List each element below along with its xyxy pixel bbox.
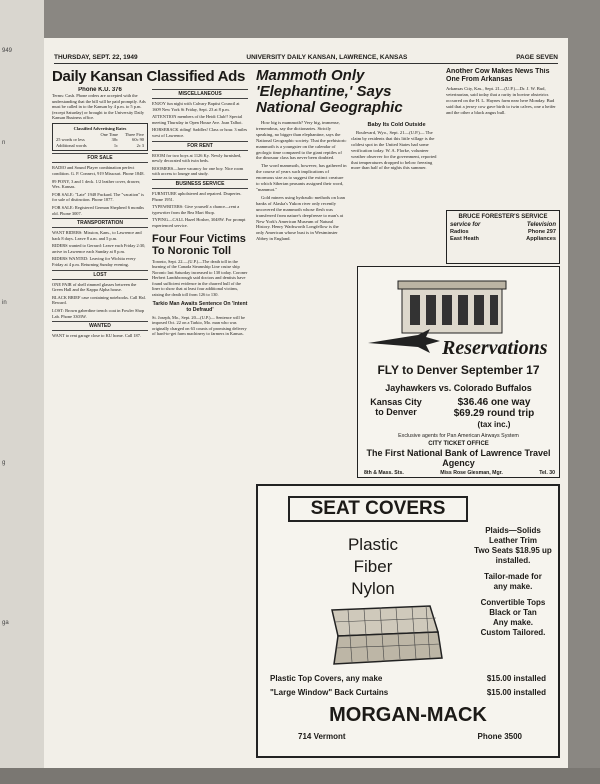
price-one-way: $36.46 one way (457, 397, 531, 408)
company-phone: Phone 3500 (477, 732, 522, 741)
rates-cell: 2c 3 (136, 142, 144, 148)
header-page: PAGE SEVEN (516, 54, 558, 61)
bruce-radios: Radios (450, 229, 469, 235)
another-cow-body: Arkansas City, Kas., Sept. 21—(U.P.)—Dr. J. W. Bud, veterinarian, said today that a rarity in bovine obstetrics occurred on the H. L. Haynes farm near here Monday. Bud said that a jersey cow gave birth to twin calves, one a heifer and the other a black angus bull. (446, 86, 556, 115)
company-address: 714 Vermont (298, 732, 346, 741)
gutter-text: n (2, 140, 6, 146)
ad-item: ROOM for two boys at 1126 Ky. Newly furnished, newly decorated with twin beds. (152, 152, 242, 164)
for-rent-list (152, 153, 248, 177)
gutter-text: in (2, 300, 7, 306)
price-round-trip: $69.29 round trip (453, 408, 535, 419)
rates-cell: 30c (111, 137, 118, 143)
tarkio-body: St. Joseph, Mo., Sept. 20—(U.P.)— Sentence will be imposed Oct. 22 on a Tarkio, Mo. man who was originally charged on 63 counts of promising delivery of hard-to-get farm machinery to farmers in Kansas. (152, 314, 247, 337)
ad-item: FURNITURE upholstered and repaired. Draperies. Phone 1951. (152, 190, 242, 202)
reservations-footer (364, 470, 555, 476)
feature-item: Two Seats $18.95 up (474, 546, 552, 555)
route-from-to: Kansas City to Denver (370, 397, 422, 417)
ad-item: HORSEBACK riding! Saddles! Class or hour. 3 miles west of Lawrence. (152, 127, 248, 138)
classifieds-col-right (152, 87, 248, 341)
classifieds-intro: Terms: Cash. Phone orders are accepted with the understanding that the bill will be paid promptly. Ads must be called in to the Kansan by 4 p.m. to 5 p.m. (except Saturday) or brought to the University Daily Kansan Business office. (52, 93, 146, 121)
ad-item: FOR SALE: "Late" 1948 Packard. The "vacation" is for sale of distinction. Phone 1877. (52, 191, 144, 203)
mammoth-headline: Mammoth Only 'Elephantine,' Says National Geographic (256, 68, 403, 116)
ad-item: ONE PAIR of shell rimmed glasses between the Green Hall and the Kappa Alpha house. (52, 281, 137, 293)
mammoth-body-a: How big is mammoth? Very big, immense, tremendous, say the dictionaries. Strictly speaking, no bigger than elephantine, says the National Geographic society. That the prehistoric mammoth is a youngster on the calendar of geologic time compared to the giant reptiles of the dinosaur class has never been doubted. (256, 120, 347, 161)
ad-item: RIDERS wanted to Gerrard: Leave each Friday 2:30, arrive in Lawrence each Sunday at 8 p.m. (52, 243, 146, 254)
material-item: Plastic (347, 535, 399, 554)
line1-text: Plastic Top Covers, any make (270, 674, 383, 683)
newspaper-page (44, 38, 568, 768)
classifieds-title: Daily Kansan Classified Ads (52, 68, 246, 85)
ad-item: RIDERS WANTED: Leaving for Wichita every Friday at 4 p.m. Returning Sunday evening. (52, 256, 136, 268)
seat-features (472, 526, 554, 638)
price-block (432, 397, 556, 430)
seat-price-lines (270, 672, 546, 700)
ad-item: TYPING—CALL Hazel Hosher, 3048W. For prompt experienced service. (152, 217, 246, 228)
mammoth-body-b: The word mammoth, however, has gathered in the course of years such implications of enormous size as to suggest the extinct creature to which Siberian peasants assigned their word, "mammot." (256, 163, 347, 192)
baby-cold-body: Boulevard, Wyo., Sept. 21—(U.P.)— The claim by residents that this little village is the coldest spot in the United States had some verification today. W. A. Florke, volunteer weather observer for the government, reported that temperatures dropped to below freezing more than half of the nights this summer. (351, 130, 437, 171)
city-ticket-office: CITY TICKET OFFICE (428, 441, 489, 447)
rates-cell: 60c 90 (132, 137, 144, 143)
gutter-text: 949 (2, 48, 13, 54)
line1-price: $15.00 installed (486, 674, 546, 683)
price-tax: (tax inc.) (477, 420, 511, 429)
seat-covers-ad (256, 484, 560, 758)
bank-address: 8th & Mass. Sts. (364, 470, 404, 476)
ad-item: BLACK BRIEF case containing notebooks. Call Hal. Reward. (52, 294, 146, 306)
feature-item: Black or Tan (489, 608, 537, 617)
lost-list (52, 282, 148, 320)
ad-item: FOR SALE: Registered German Shepherd 6 months old. Phone 3007. (52, 204, 144, 216)
line2-price: $15.00 installed (486, 688, 546, 697)
feature-item: Any make. (492, 618, 534, 627)
rates-cell: 25 words or less (56, 137, 85, 143)
gutter-text: ga (2, 620, 9, 626)
bruce-phone: Phone 297 (528, 229, 556, 235)
ad-item: TYPEWRITERS: Give yourself a chance—rent a typewriter from the Bea Mart Shop. (152, 204, 240, 215)
bank-name: The First National Bank of Lawrence Travel Agency (366, 448, 551, 468)
four-victims-article (152, 233, 248, 338)
ad-item: ROOMERS—have vacancy for one boy. Nice room with access to lounge and study. (152, 165, 244, 177)
classifieds-phone: Phone K.U. 376 (78, 87, 122, 93)
ad-item: LOST: Brown gaberdine trench coat in Fowler Shop Lab. Phone 3303W. (52, 308, 145, 319)
rates-table (55, 132, 145, 149)
rates-col: Three Five (124, 131, 144, 137)
wanted-list (52, 333, 148, 339)
company-contact (298, 732, 522, 741)
feature-item: Leather Trim (488, 536, 537, 545)
bruce-appliances: Appliances (526, 236, 556, 242)
four-victims-body: Toronto, Sept. 22.—(U.P.)—The death toll in the burning of the Canada Steamship Line cruise ship Noronic last Saturday increased to 130 today. Coroner Herbert Landsborough said doctors and dentists have found sufficient evidence in the charred hull of the liner to show that at least four additional victims, raising the death toll from 126 to 130. (152, 258, 248, 298)
bank-tel: Tel. 30 (539, 470, 555, 476)
car-seat-illustration (318, 602, 448, 672)
feature-item: installed. (495, 556, 531, 565)
rates-box (52, 123, 148, 151)
reservations-ad (357, 266, 560, 478)
feature-item: Tailor-made for (484, 572, 542, 581)
ad-item: ENJOY fun night with Calvary Baptist Council at 1609 New York St Friday, Sept. 23 at 8 p.m. (152, 101, 240, 112)
mammoth-body-c: Gold miners using hydraulic methods on loan banks of Alaska's Yukon river only recently uncovered the mammoth whose flesh was transferred from nature's deepfreeze to man's at New York's American Museum of Natural History. Henry Wadsworth Longfellow is the only American whose bust is in Westminster Abbey in England. (256, 194, 345, 242)
transport-list (52, 230, 148, 268)
for-rent-head: FOR RENT (152, 141, 248, 151)
bruce-title: BRUCE FORESTER'S SERVICE (458, 214, 548, 220)
bruce-address: East Heath (450, 236, 479, 242)
fly-denver: FLY to Denver September 17 (377, 363, 540, 377)
misc-list (152, 101, 248, 139)
material-item: Fiber (353, 557, 393, 576)
ad-item: WANT to rent garage close to KU home. Call 187. (52, 333, 142, 339)
seat-covers-title: SEAT COVERS (288, 496, 468, 522)
another-cow-headline: Another Cow Makes News This One From Arkansas (446, 68, 550, 83)
for-sale-head: FOR SALE (52, 153, 148, 163)
bank-manager: Miss Rose Giesman, Mgr. (440, 470, 503, 476)
wanted-head: WANTED (52, 321, 148, 331)
scan-bottom-edge (0, 768, 600, 784)
classifieds-section (52, 68, 248, 768)
page-header (54, 54, 558, 64)
bruce-television: Television (526, 222, 556, 228)
classifieds-col-left (52, 87, 148, 341)
rates-cell: 1c (113, 142, 118, 148)
feature-item: Plaids—Solids (485, 526, 541, 535)
rates-cell: Additional words (56, 142, 87, 148)
misc-head: MISCELLANEOUS (152, 89, 248, 99)
transport-head: TRANSPORTATION (52, 218, 148, 228)
feature-item: Custom Tailored. (480, 628, 546, 637)
line2-text: "Large Window" Back Curtains (270, 688, 389, 697)
header-date: THURSDAY, SEPT. 22, 1949 (54, 54, 138, 61)
bruce-forester-ad (446, 210, 560, 264)
header-paper: UNIVERSITY DAILY KANSAN, LAWRENCE, KANSAS (246, 54, 408, 61)
material-item: Nylon (351, 579, 395, 598)
ad-item: RADIO and Sound Player combination perfect condition. G. P. Connect, 919 Missouri. Phone 1848. (52, 165, 145, 176)
company-name: MORGAN-MACK (329, 704, 487, 726)
for-sale-list (52, 165, 148, 216)
seat-materials (298, 534, 448, 600)
ad-item: ATTENTION members of the Heidi Club!! Special meeting Thursday in Open House Ave. Joan Talbot. (152, 114, 243, 125)
game-matchup: Jayhawkers vs. Colorado Buffalos (385, 383, 532, 393)
rates-head: Classified Advertising Rates (73, 125, 127, 131)
biz-head: BUSINESS SERVICE (152, 179, 248, 189)
feature-item: Convertible Tops (480, 598, 546, 607)
tarkio-headline: Tarkio Man Awaits Sentence On 'Intent to Defraud' (152, 300, 248, 313)
rates-col: One Time (100, 131, 118, 137)
biz-list (152, 191, 248, 229)
lost-head: LOST (52, 270, 148, 280)
four-victims-headline: Four Four Victims To Noronic Toll (152, 232, 246, 257)
feature-item: any make. (493, 582, 533, 591)
baby-cold-headline: Baby Its Cold Outside (367, 122, 426, 128)
bruce-service-for: service for (450, 222, 481, 228)
ad-item: 89 PONY, 3 and 1 deck. 1/2 leather cover, drawer, Wes. Kansas. (52, 178, 141, 190)
ad-item: WANT RIDERS: Mission, Kans., to Lawrence and back 8 days. Leave 8 a.m. and 5 p.m. (52, 230, 142, 241)
reservations-word: Reservations (442, 337, 548, 359)
gutter-text: g (2, 460, 6, 466)
previous-page-edge (0, 0, 44, 784)
exclusive-agents: Exclusive agents for Pan American Airways System (398, 433, 519, 439)
